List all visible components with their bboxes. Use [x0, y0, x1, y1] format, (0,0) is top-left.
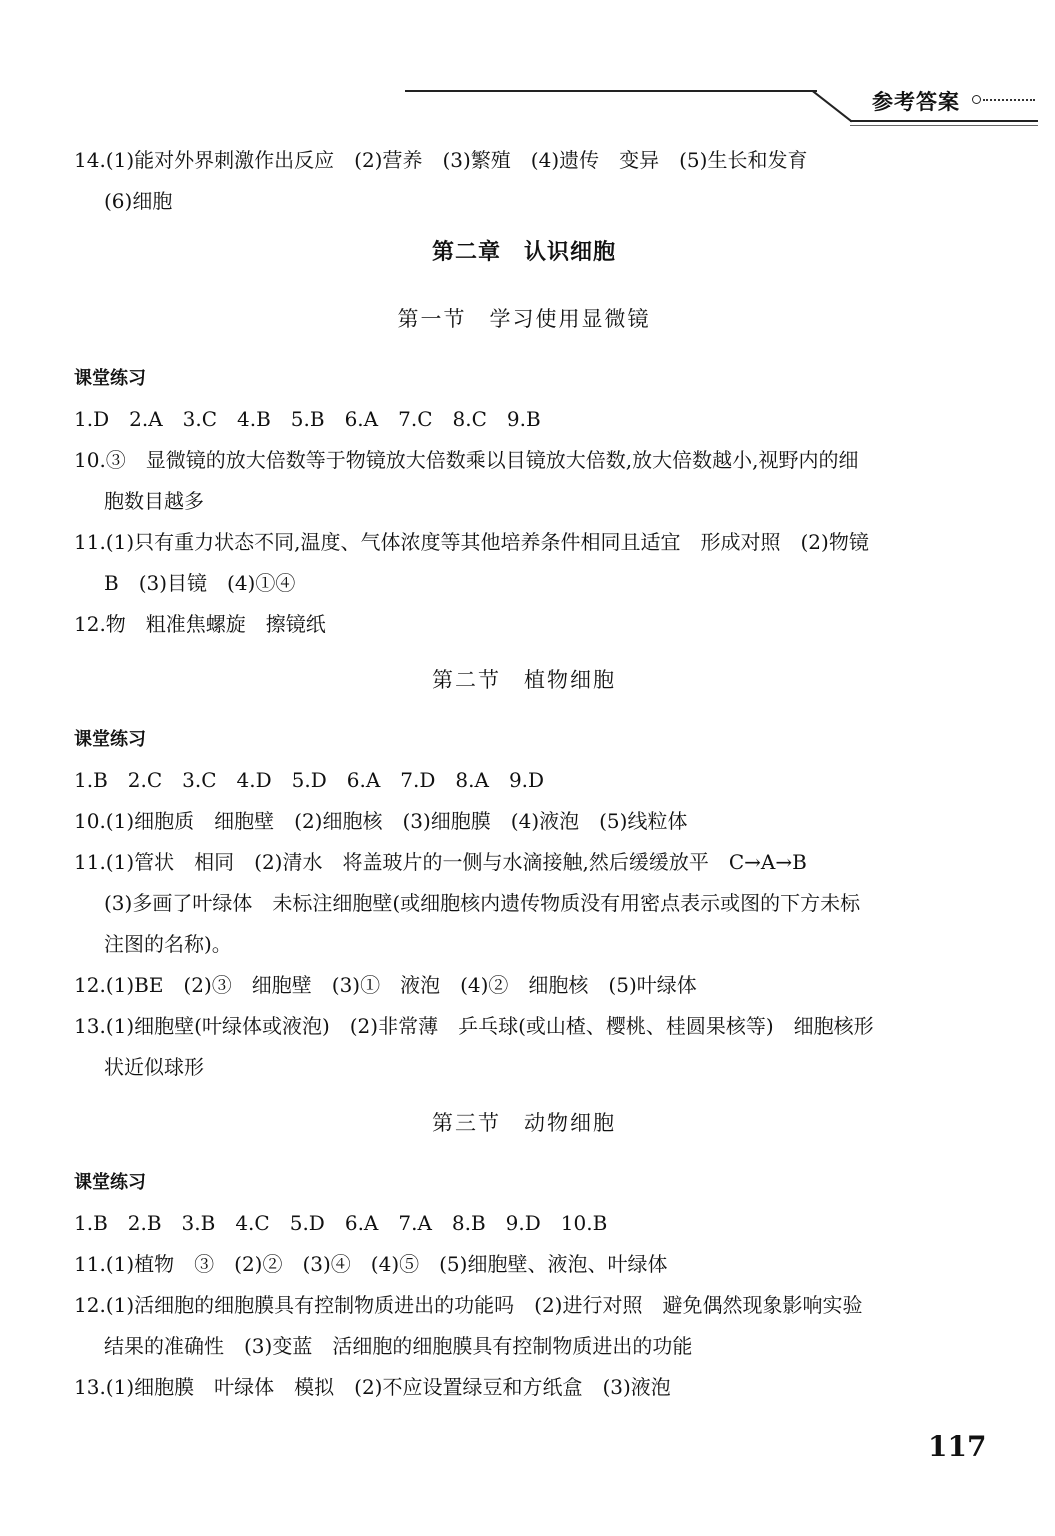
answer-line: 11.(1)只有重力状态不同,温度、气体浓度等其他培养条件相同且适宜 形成对照 (2)物镜 [74, 530, 869, 554]
page-content [74, 140, 974, 1408]
header-rule-lower [850, 120, 1038, 122]
answer-line: 1.B 2.B 3.B 4.C 5.D 6.A 7.A 8.B 9.D 10.B [74, 1211, 608, 1235]
answer-line: B (3)目镜 (4)①④ [104, 571, 296, 595]
answer-line: 12.物 粗准焦螺旋 擦镜纸 [74, 612, 326, 636]
answer-line: 12.(1)活细胞的细胞膜具有控制物质进出的功能吗 (2)进行对照 避免偶然现象影响实验 [74, 1293, 863, 1317]
section-title: 第三节 动物细胞 [432, 1111, 616, 1135]
header-rule [405, 90, 817, 92]
answer-line: 13.(1)细胞膜 叶绿体 模拟 (2)不应设置绿豆和方纸盒 (3)液泡 [74, 1375, 671, 1399]
section-title: 第一节 学习使用显微镜 [397, 307, 651, 331]
answer-line: 1.D 2.A 3.C 4.B 5.B 6.A 7.C 8.C 9.B [74, 407, 541, 431]
exercise-subheading: 课堂练习 [74, 1172, 146, 1193]
answer-line: 1.B 2.C 3.C 4.D 5.D 6.A 7.D 8.A 9.D [74, 768, 545, 792]
answer-line: 11.(1)管状 相同 (2)清水 将盖玻片的一侧与水滴接触,然后缓缓放平 C→A→B [74, 850, 807, 874]
header-circle-icon [972, 95, 981, 104]
answer-line: 10.③ 显微镜的放大倍数等于物镜放大倍数乘以目镜放大倍数,放大倍数越小,视野内的细 [74, 448, 859, 472]
answer-line: 状近似球形 [104, 1055, 204, 1079]
section-title: 第二节 植物细胞 [432, 668, 616, 692]
exercise-subheading: 课堂练习 [74, 368, 146, 389]
answer-line: 12.(1)BE (2)③ 细胞壁 (3)① 液泡 (4)② 细胞核 (5)叶绿体 [74, 973, 697, 997]
answer-line: (6)细胞 [104, 189, 173, 213]
watermark-logo [972, 1442, 1052, 1528]
answer-line: 注图的名称)。 [104, 932, 232, 956]
section-answers [74, 399, 974, 645]
section-answers [74, 1203, 974, 1408]
answer-line: 胞数目越多 [104, 489, 204, 513]
running-header-title: 参考答案 [872, 90, 960, 114]
exercise-subheading: 课堂练习 [74, 729, 146, 750]
answer-line: 结果的准确性 (3)变蓝 活细胞的细胞膜具有控制物质进出的功能 [104, 1334, 693, 1358]
answer-line: 14.(1)能对外界刺激作出反应 (2)营养 (3)繁殖 (4)遗传 变异 (5)生长和发育 [74, 148, 808, 172]
answer-line: 11.(1)植物 ③ (2)② (3)④ (4)⑤ (5)细胞壁、液泡、叶绿体 [74, 1252, 668, 1276]
page-number: 117 [928, 1430, 987, 1463]
section-answers [74, 760, 974, 1088]
header-rule-lower-thin [850, 125, 1038, 126]
header-dotted-line [983, 99, 1035, 101]
header-rule-slant [812, 90, 853, 122]
answer-line: 10.(1)细胞质 细胞壁 (2)细胞核 (3)细胞膜 (4)液泡 (5)线粒体 [74, 809, 688, 833]
answer-line: 13.(1)细胞壁(叶绿体或液泡) (2)非常薄 乒乓球(或山楂、樱桃、桂圆果核等) 细胞核形 [74, 1014, 874, 1038]
answer-line: (3)多画了叶绿体 未标注细胞壁(或细胞核内遗传物质没有用密点表示或图的下方未标 [104, 891, 861, 915]
chapter-title: 第二章 认识细胞 [431, 240, 616, 265]
